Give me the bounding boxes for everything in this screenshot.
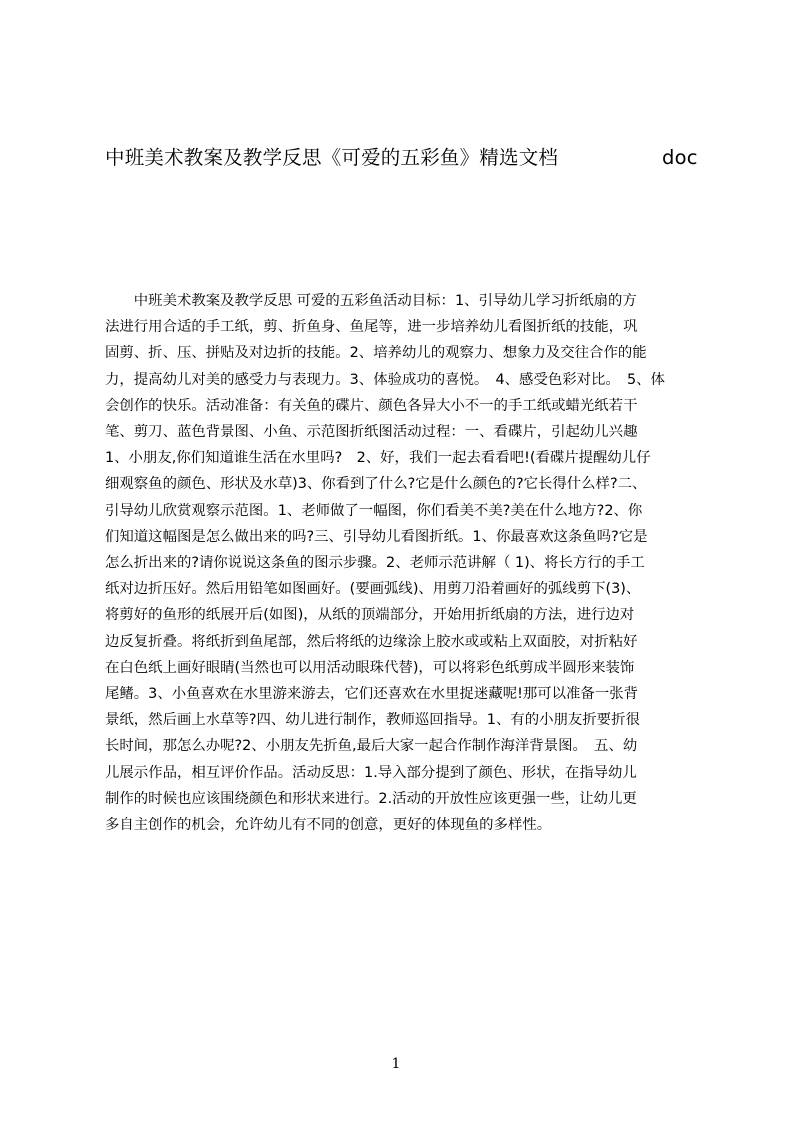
body-paragraph [105, 288, 698, 848]
body-line: 细观察鱼的颜色、形状及水草)3、你看到了什么?它是什么颜色的?它长得什么样?二、 [105, 476, 647, 493]
body-line: 多自主创作的机会，允许幼儿有不同的创意，更好的体现鱼的多样性。 [105, 817, 552, 833]
body-line: 制作的时候也应该围绕颜色和形状来进行。2.活动的开放性应该更强一些，让幼儿更 [105, 790, 637, 807]
body-line: 尾鳍。3、小鱼喜欢在水里游来游去，它们还喜欢在水里捉迷藏呢!那可以准备一张背 [105, 686, 638, 702]
body-line: 1、小朋友,你们知道谁生活在水里吗? 2、好，我们一起去看看吧!(看碟片提醒幼儿仔 [105, 450, 651, 467]
body-line: 将剪好的鱼形的纸展开后(如图)，从纸的顶端部分，开始用折纸扇的方法，进行边对 [105, 607, 635, 624]
body-line: 纸对边折压好。然后用铅笔如图画好。(要画弧线)、用剪刀沿着画好的弧线剪下(3)、 [105, 581, 641, 598]
body-line: 笔、剪刀、蓝色背景图、小鱼、示范图折纸图活动过程：一、看碟片，引起幼儿兴趣 [105, 424, 638, 440]
body-line: 会创作的快乐。活动准备：有关鱼的碟片、颜色各异大小不一的手工纸或蜡光纸若干 [105, 397, 638, 414]
document-title-suffix: doc [662, 146, 698, 169]
body-line: 在白色纸上画好眼睛(当然也可以用活动眼珠代替)，可以将彩色纸剪成半圆形来装饰 [105, 659, 635, 676]
document-title-text: 中班美术教案及教学反思《可爱的五彩鱼》精选文档 [105, 146, 559, 169]
body-line: 长时间，那怎么办呢?2、小朋友先折鱼,最后大家一起合作制作海洋背景图。 五、幼 [105, 738, 638, 755]
body-line: 景纸，然后画上水草等?四、幼儿进行制作，教师巡回指导。1、有的小朋友折要折很 [105, 712, 640, 729]
body-line: 儿展示作品，相互评价作品。活动反思：1.导入部分提到了颜色、形状，在指导幼儿 [105, 764, 637, 781]
body-line: 们知道这幅图是怎么做出来的吗?三、引导幼儿看图折纸。1、你最喜欢这条鱼吗?它是 [105, 528, 648, 545]
body-line: 固剪、折、压、拼贴及对边折的技能。2、培养幼儿的观察力、想象力及交往合作的能 [105, 345, 647, 362]
body-line: 力，提高幼儿对美的感受力与表现力。3、体验成功的喜悦。 4、感受色彩对比。 5、体 [105, 371, 665, 388]
body-line: 引导幼儿欣赏观察示范图。1、老师做了一幅图，你们看美不美?美在什么地方?2、你 [105, 502, 643, 519]
body-line: 边反复折叠。将纸折到鱼尾部，然后将纸的边缘涂上胶水或或粘上双面胶，对折粘好 [105, 633, 638, 650]
body-line: 中班美术教案及教学反思 可爱的五彩鱼活动目标：1、引导幼儿学习折纸扇的方 [105, 293, 637, 309]
page-number: 1 [391, 1056, 401, 1072]
document-title [105, 143, 705, 173]
body-line: 法进行用合适的手工纸，剪、折鱼身、鱼尾等，进一步培养幼儿看图折纸的技能，巩 [105, 319, 638, 336]
body-line: 怎么折出来的?请你说说这条鱼的图示步骤。2、老师示范讲解（ 1)、将长方行的手工 [105, 555, 645, 571]
